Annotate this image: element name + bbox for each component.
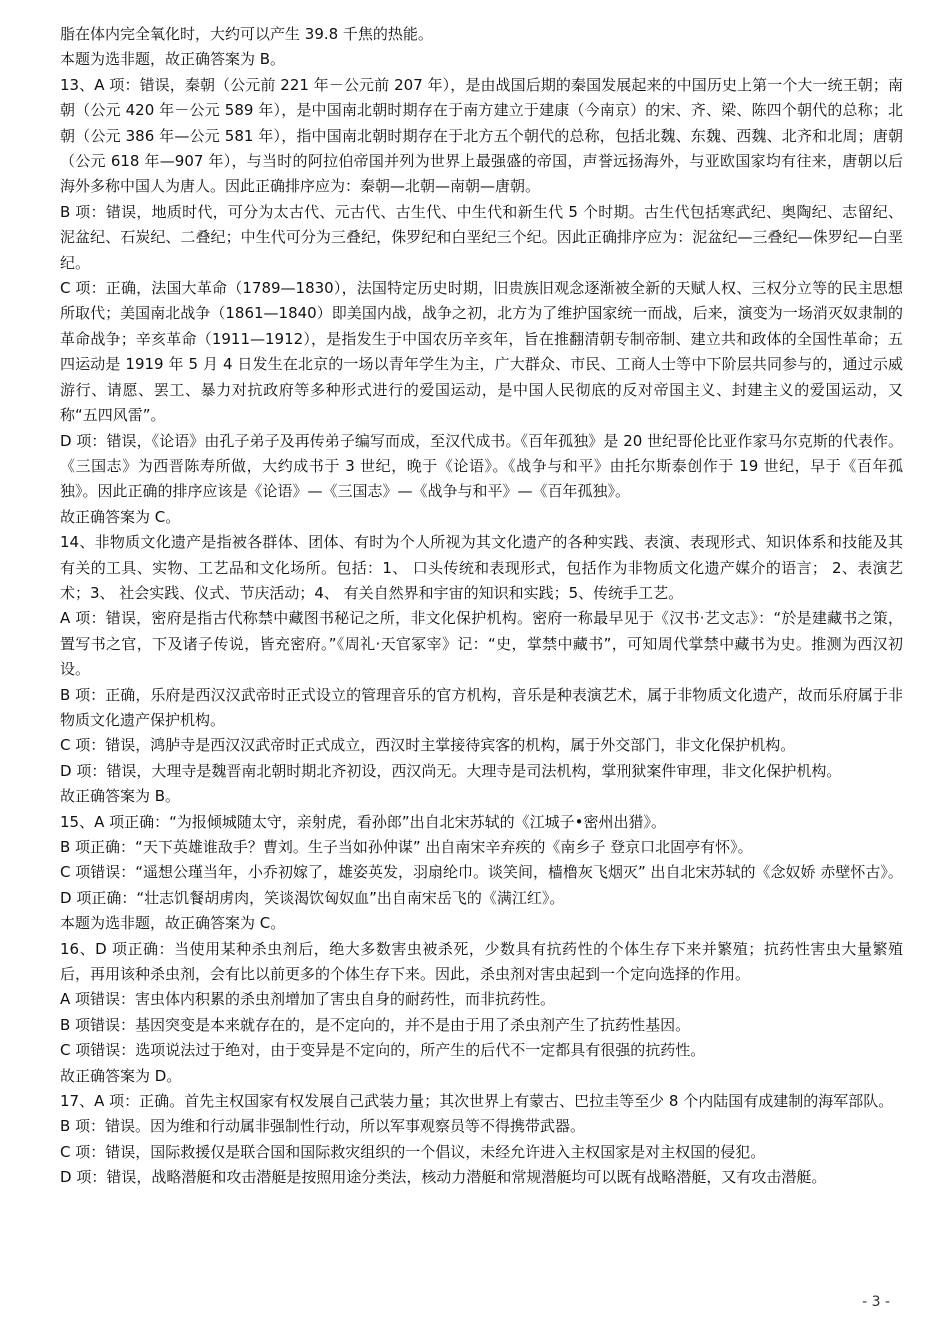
paragraph-15: B 项正确：“天下英雄谁敌手？曹刘。生子当如孙仲谋” 出自南宋辛弃疾的《南乡子 登京口北固亭有怀》。	[60, 838, 753, 856]
paragraph-19: 16、D 项正确：当使用某种杀虫剂后，绝大多数害虫被杀死，少数具有抗药性的个体生存下来并繁殖；抗药性害虫大量繁殖后，再用该种杀虫剂，会有比以前更多的个体生存下来。因此，杀虫剂对害虫起到一个定向选择的作用。	[60, 939, 903, 984]
paragraph-13: 故正确答案为 B。	[60, 787, 181, 806]
paragraph-21: B 项错误：基因突变是本来就存在的，是不定向的，并不是由于用了杀虫剂产生了抗药性基因。	[60, 1015, 691, 1034]
paragraph-12: D 项：错误，大理寺是魏晋南北朝时期北齐初设，西汉尚无。大理寺是司法机构，掌刑狱案件审理，非文化保护机构。	[60, 761, 842, 780]
paragraph-3: 13、A 项：错误，秦朝（公元前 221 年－公元前 207 年），是由战国后期的秦国发展起来的中国历史上第一个大一统王朝；南朝（公元 420 年－公元 589 年），是中国南北朝时期存在于南方建立于建康（今南京）的宋、齐、梁、陈四个朝代的总称；北朝（公元 386 年—公元 581 年），指中国南北朝时期存在于北方五个朝代的总称，包括北魏、东魏、西魏、北齐和北周；唐朝（公元 618 年—907 年），与当时的阿拉伯帝国并列为世界上最强盛的帝国，声誉远扬海外，与亚欧国家均有往来，唐朝以后海外多称中国人为唐人。因此正确排序应为：秦朝—北朝—南朝—唐朝。	[60, 75, 903, 196]
paragraph-17: D 项正确：“壮志饥餐胡虏肉，笑谈渴饮匈奴血”出自南宋岳飞的《满江红》。	[60, 888, 565, 907]
paragraph-2: 本题为选非题，故正确答案为 B。	[60, 50, 286, 69]
paragraph-4: B 项：错误，地质时代，可分为太古代、元古代、古生代、中生代和新生代 5 个时期。古生代包括寒武纪、奥陶纪、志留纪、泥盆纪、石炭纪、二叠纪；中生代可分为三叠纪，侏罗纪和白垩纪三个纪。因此正确排序应为：泥盆纪—三叠纪—侏罗纪—白垩纪。	[60, 202, 903, 272]
paragraph-11: C 项：错误，鸿胪寺是西汉汉武帝时正式成立，西汉时主掌接待宾客的机构，属于外交部门，非文化保护机构。	[60, 736, 796, 755]
paragraph-8: 14、非物质文化遗产是指被各群体、团体、有时为个人所视为其文化遗产的各种实践、表演、表现形式、知识体系和技能及其有关的工具、实物、工艺品和文化场所。包括：1、 口头传统和表现形式，包括作为非物质文化遗产媒介的语言； 2、表演艺术；3、 社会实践、仪式、节庆活动；4、 有关自然界和宇宙的知识和实践；5、传统手工艺。	[60, 533, 903, 602]
paragraph-27: D 项：错误，战略潜艇和攻击潜艇是按照用途分类法，核动力潜艇和常规潜艇均可以既有战略潜艇，又有攻击潜艇。	[60, 1168, 827, 1187]
paragraph-7: 故正确答案为 C。	[60, 507, 181, 526]
paragraph-26: C 项：错误，国际救援仅是联合国和国际救灾组织的一个倡议，未经允许进入主权国家是对主权国的侵犯。	[60, 1142, 766, 1161]
paragraph-16: C 项错误：“遥想公瑾当年，小乔初嫁了，雄姿英发，羽扇纶巾。谈笑间，樯橹灰飞烟灭” 出自北宋苏轼的《念奴娇 赤壁怀古》。	[60, 863, 903, 882]
paragraph-24: 17、A 项：正确。首先主权国家有权发展自己武装力量；其次世界上有蒙古、巴拉圭等至少 8 个内陆国有成建制的海军部队。	[60, 1092, 894, 1111]
paragraph-25: B 项：错误。因为维和行动属非强制性行动，所以军事观察员等不得携带武器。	[60, 1117, 586, 1136]
paragraph-9: A 项：错误，密府是指古代称禁中藏图书秘记之所，非文化保护机构。密府一称最早见于《汉书·艺文志》：“於是建藏书之策，置写书之官，下及诸子传说，皆充密府。”《周礼·天官冢宰》记：“史，掌禁中藏书”，可知周代掌禁中藏书为史。推测为西汉初设。	[60, 609, 903, 679]
paragraph-10: B 项：正确，乐府是西汉汉武帝时正式设立的管理音乐的官方机构，音乐是种表演艺术，属于非物质文化遗产，故而乐府属于非物质文化遗产保护机构。	[60, 685, 903, 729]
paragraph-18: 本题为选非题，故正确答案为 C。	[60, 914, 286, 933]
paragraph-20: A 项错误：害虫体内积累的杀虫剂增加了害虫自身的耐药性，而非抗药性。	[60, 990, 556, 1009]
paragraph-5: C 项：正确，法国大革命（1789—1830），法国特定历史时期，旧贵族旧观念逐渐被全新的天赋人权、三权分立等的民主思想所取代；美国南北战争（1861—1840）即美国内战，战争之初，北方为了维护国家统一而战，后来，演变为一场消灭奴隶制的革命战争；辛亥革命（1911—1912），是指发生于中国农历辛亥年，旨在推翻清朝专制帝制、建立共和政体的全国性革命；五四运动是 1919 年 5 月 4 日发生在北京的一场以青年学生为主，广大群众、市民、工商人士等中下阶层共同参与的，通过示威游行、请愿、罢工、暴力对抗政府等多种形式进行的爱国运动，是中国人民彻底的反对帝国主义、封建主义的爱国运动，又称“五四风雷”。	[60, 279, 903, 425]
paragraph-23: 故正确答案为 D。	[60, 1066, 182, 1085]
paragraph-22: C 项错误：选项说法过于绝对，由于变异是不定向的，所产生的后代不一定都具有很强的抗药性。	[60, 1041, 706, 1060]
page-number: - 3 -	[862, 1294, 890, 1310]
paragraph-6: D 项：错误，《论语》由孔子弟子及再传弟子编写而成，至汉代成书。《百年孤独》是 20 世纪哥伦比亚作家马尔克斯的代表作。《三国志》为西晋陈寿所做，大约成书于 3 世纪，晚于《论语》。《战争与和平》由托尔斯泰创作于 19 世纪，早于《百年孤独》。因此正确的排序应该是《论语》—《三国志》—《战争与和平》—《百年孤独》。	[60, 431, 903, 501]
paragraph-14: 15、A 项正确：“为报倾城随太守，亲射虎，看孙郎”出自北宋苏轼的《江城子•密州出猎》。	[60, 812, 667, 831]
paragraph-1: 脂在体内完全氧化时，大约可以产生 39.8 千焦的热能。	[60, 25, 433, 43]
